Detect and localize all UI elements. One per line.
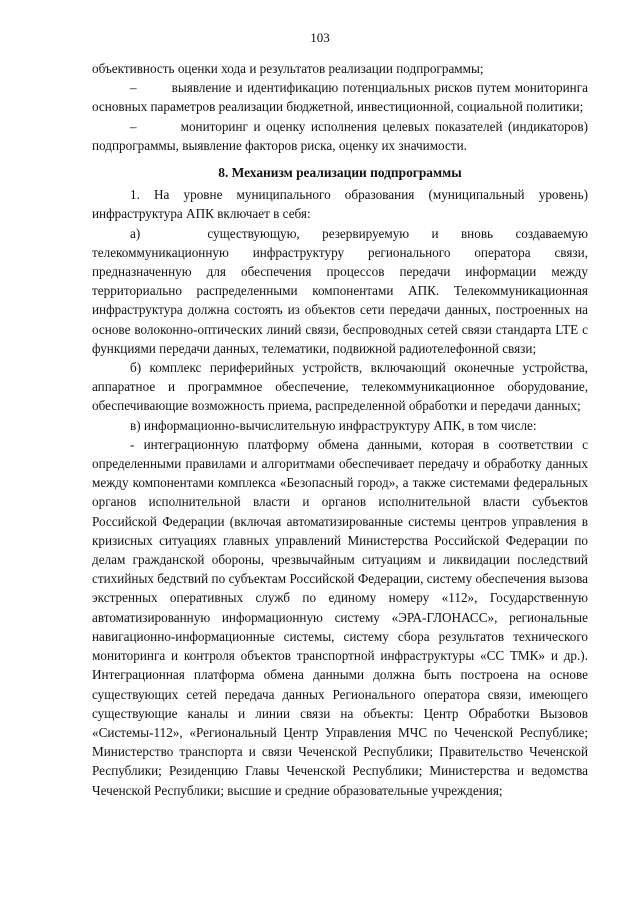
page-number: 103 <box>310 30 330 45</box>
document-body <box>92 59 588 800</box>
paragraph-item-v: в) информационно-вычислительную инфраструктуру АПК, в том числе: <box>130 417 537 433</box>
paragraph-objectivity: объективность оценки хода и результатов реализации подпрограммы; <box>92 61 484 76</box>
paragraph-municipal-level: 1. На уровне муниципального образования (муниципальный уровень) инфраструктура АПК включает в себя: <box>92 187 588 222</box>
section-heading: 8. Механизм реализации подпрограммы <box>218 165 462 181</box>
paragraph-integration-platform: - интеграционную платформу обмена данными, которая в соответствии с определенными правилами и алгоритмами обеспечивает передачу и обработку данных между компонентами комплекса «Безопасный город», а также системами федеральных органов исполнительной власти и органов исполнительной власти субъектов Российской Федерации (включая автоматизированные системы центров управления в кризисных ситуациях главных управлений Министерства Российской Федерации по делам гражданской обороны, чрезвычайным ситуациям и ликвидации последствий стихийных бедствий по субъектам Российской Федерации, систему обеспечения вызова экстренных оперативных служб по единому номеру «112», Государственную автоматизированную информационную систему «ЭРА-ГЛОНАСС», региональные навигационно-информационные системы, систему сбора результатов технического мониторинга и контроля объектов транспортной инфраструктуры «СС ТМК» и др.). Интеграционная платформа обмена данными должна быть построена на основе существующих сетей передача данных Регионального оператора связи, имеющего существующие каналы и линии связи на объекты: Центр Обработки Вызовов «Системы-112», «Региональный Центр Управления МЧС по Чеченской Республике; Министерство транспорта и связи Чеченской Республики; Правительство Чеченской Республики; Резиденцию Главы Чеченской Республики; Министерства и ведомства Чеченской Республики; высшие и средние образовательные учреждения; <box>92 436 588 798</box>
paragraph-monitoring: – мониторинг и оценку исполнения целевых показателей (индикаторов) подпрограммы, выявление факторов риска, оценку их значимости. <box>92 118 588 153</box>
paragraph-item-b: б) комплекс периферийных устройств, включающий оконечные устройства, аппаратное и программное обеспечение, телекоммуникационное оборудование, обеспечивающие возможность приема, распределенной обработки и передачи данных; <box>92 360 588 414</box>
paragraph-risk-identification: – выявление и идентификацию потенциальных рисков путем мониторинга основных параметров реализации бюджетной, инвестиционной, социальной политики; <box>92 80 588 115</box>
paragraph-item-a: а) существующую, резервируемую и вновь создаваемую телекоммуникационную инфраструктуру регионального оператора связи, предназначенную для обеспечения процессов передачи информации между территориально распределенными компонентами АПК. Телекоммуникационная инфраструктура должна состоять из объектов сети передачи данных, построенных на основе волоконно-оптических линий связи, беспроводных сетей связи стандарта LTE с функциями передачи данных, телематики, подвижной радиотелефонной связи; <box>92 225 588 356</box>
